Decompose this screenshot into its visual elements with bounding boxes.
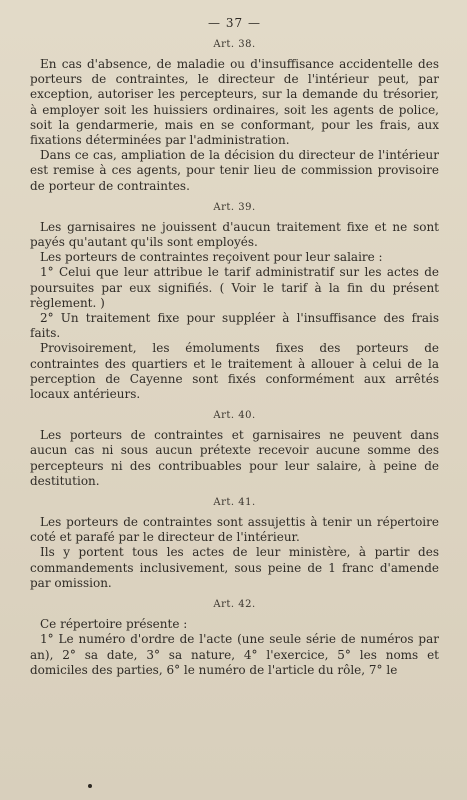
paragraph: 2° Un traitement fixe pour suppléer à l'insuffisance des frais faits. bbox=[30, 311, 439, 341]
paragraph: Les garnisaires ne jouissent d'aucun traitement fixe et ne sont payés qu'autant qu'ils sont employés. bbox=[30, 219, 439, 250]
article-39 bbox=[30, 202, 439, 402]
article-heading: Art. 42. bbox=[213, 599, 256, 611]
paragraph: En cas d'absence, de maladie ou d'insuffisance accidentelle des porteurs de contraintes, le directeur de l'intérieur peut, par exception, autoriser les percepteurs, sur la demande du trésorier, à employer soit les huissiers ordinaires, soit les agents de police, soit la gendarmerie, mais en se conformant, pour les frais, aux fixations déterminées par l'administration. bbox=[30, 57, 439, 148]
paragraph: Dans ce cas, ampliation de la décision du directeur de l'intérieur est remise à ces agents, pour tenir lieu de commission provisoire de porteur de contraintes. bbox=[30, 148, 439, 193]
paragraph: Les porteurs de contraintes sont assujettis à tenir un répertoire coté et parafé par le directeur de l'intérieur. bbox=[30, 515, 439, 545]
paragraph: Provisoirement, les émoluments fixes des porteurs de contraintes des quartiers et le traitement à allouer à celui de la perception de Cayenne sont fixés conformément aux arrêtés locaux antérieurs. bbox=[30, 341, 439, 402]
article-heading: Art. 40. bbox=[213, 410, 256, 422]
article-heading: Art. 38. bbox=[213, 39, 256, 50]
paragraph: 1° Le numéro d'ordre de l'acte (une seule série de numéros par an), 2° sa date, 3° sa nature, 4° l'exercice, 5° les noms et domiciles des parties, 6° le numéro de l'article du rôle, 7° le bbox=[30, 632, 439, 677]
ink-speck-mark bbox=[88, 784, 92, 788]
article-heading: Art. 41. bbox=[213, 497, 256, 509]
page-number: — 37 — bbox=[208, 16, 261, 30]
paragraph: 1° Celui que leur attribue le tarif administratif sur les actes de poursuites par eux signifiés. ( Voir le tarif à la fin du présent règlement. ) bbox=[30, 265, 439, 310]
paragraph: Les porteurs de contraintes reçoivent pour leur salaire : bbox=[40, 250, 383, 265]
paragraph: Ils y portent tous les actes de leur ministère, à partir des commandements inclusivement, sous peine de 1 franc d'amende par omission. bbox=[30, 545, 439, 590]
paragraph: Ce répertoire présente : bbox=[40, 617, 188, 632]
article-heading: Art. 39. bbox=[213, 201, 256, 213]
article-42 bbox=[30, 599, 439, 678]
article-38 bbox=[30, 39, 439, 194]
article-41 bbox=[30, 497, 439, 591]
article-40 bbox=[30, 410, 439, 489]
paragraph: Les porteurs de contraintes et garnisaires ne peuvent dans aucun cas ni sous aucun prétexte recevoir aucune somme des percepteurs ni des contribuables pour leur salaire, à peine de destitution. bbox=[30, 428, 439, 488]
